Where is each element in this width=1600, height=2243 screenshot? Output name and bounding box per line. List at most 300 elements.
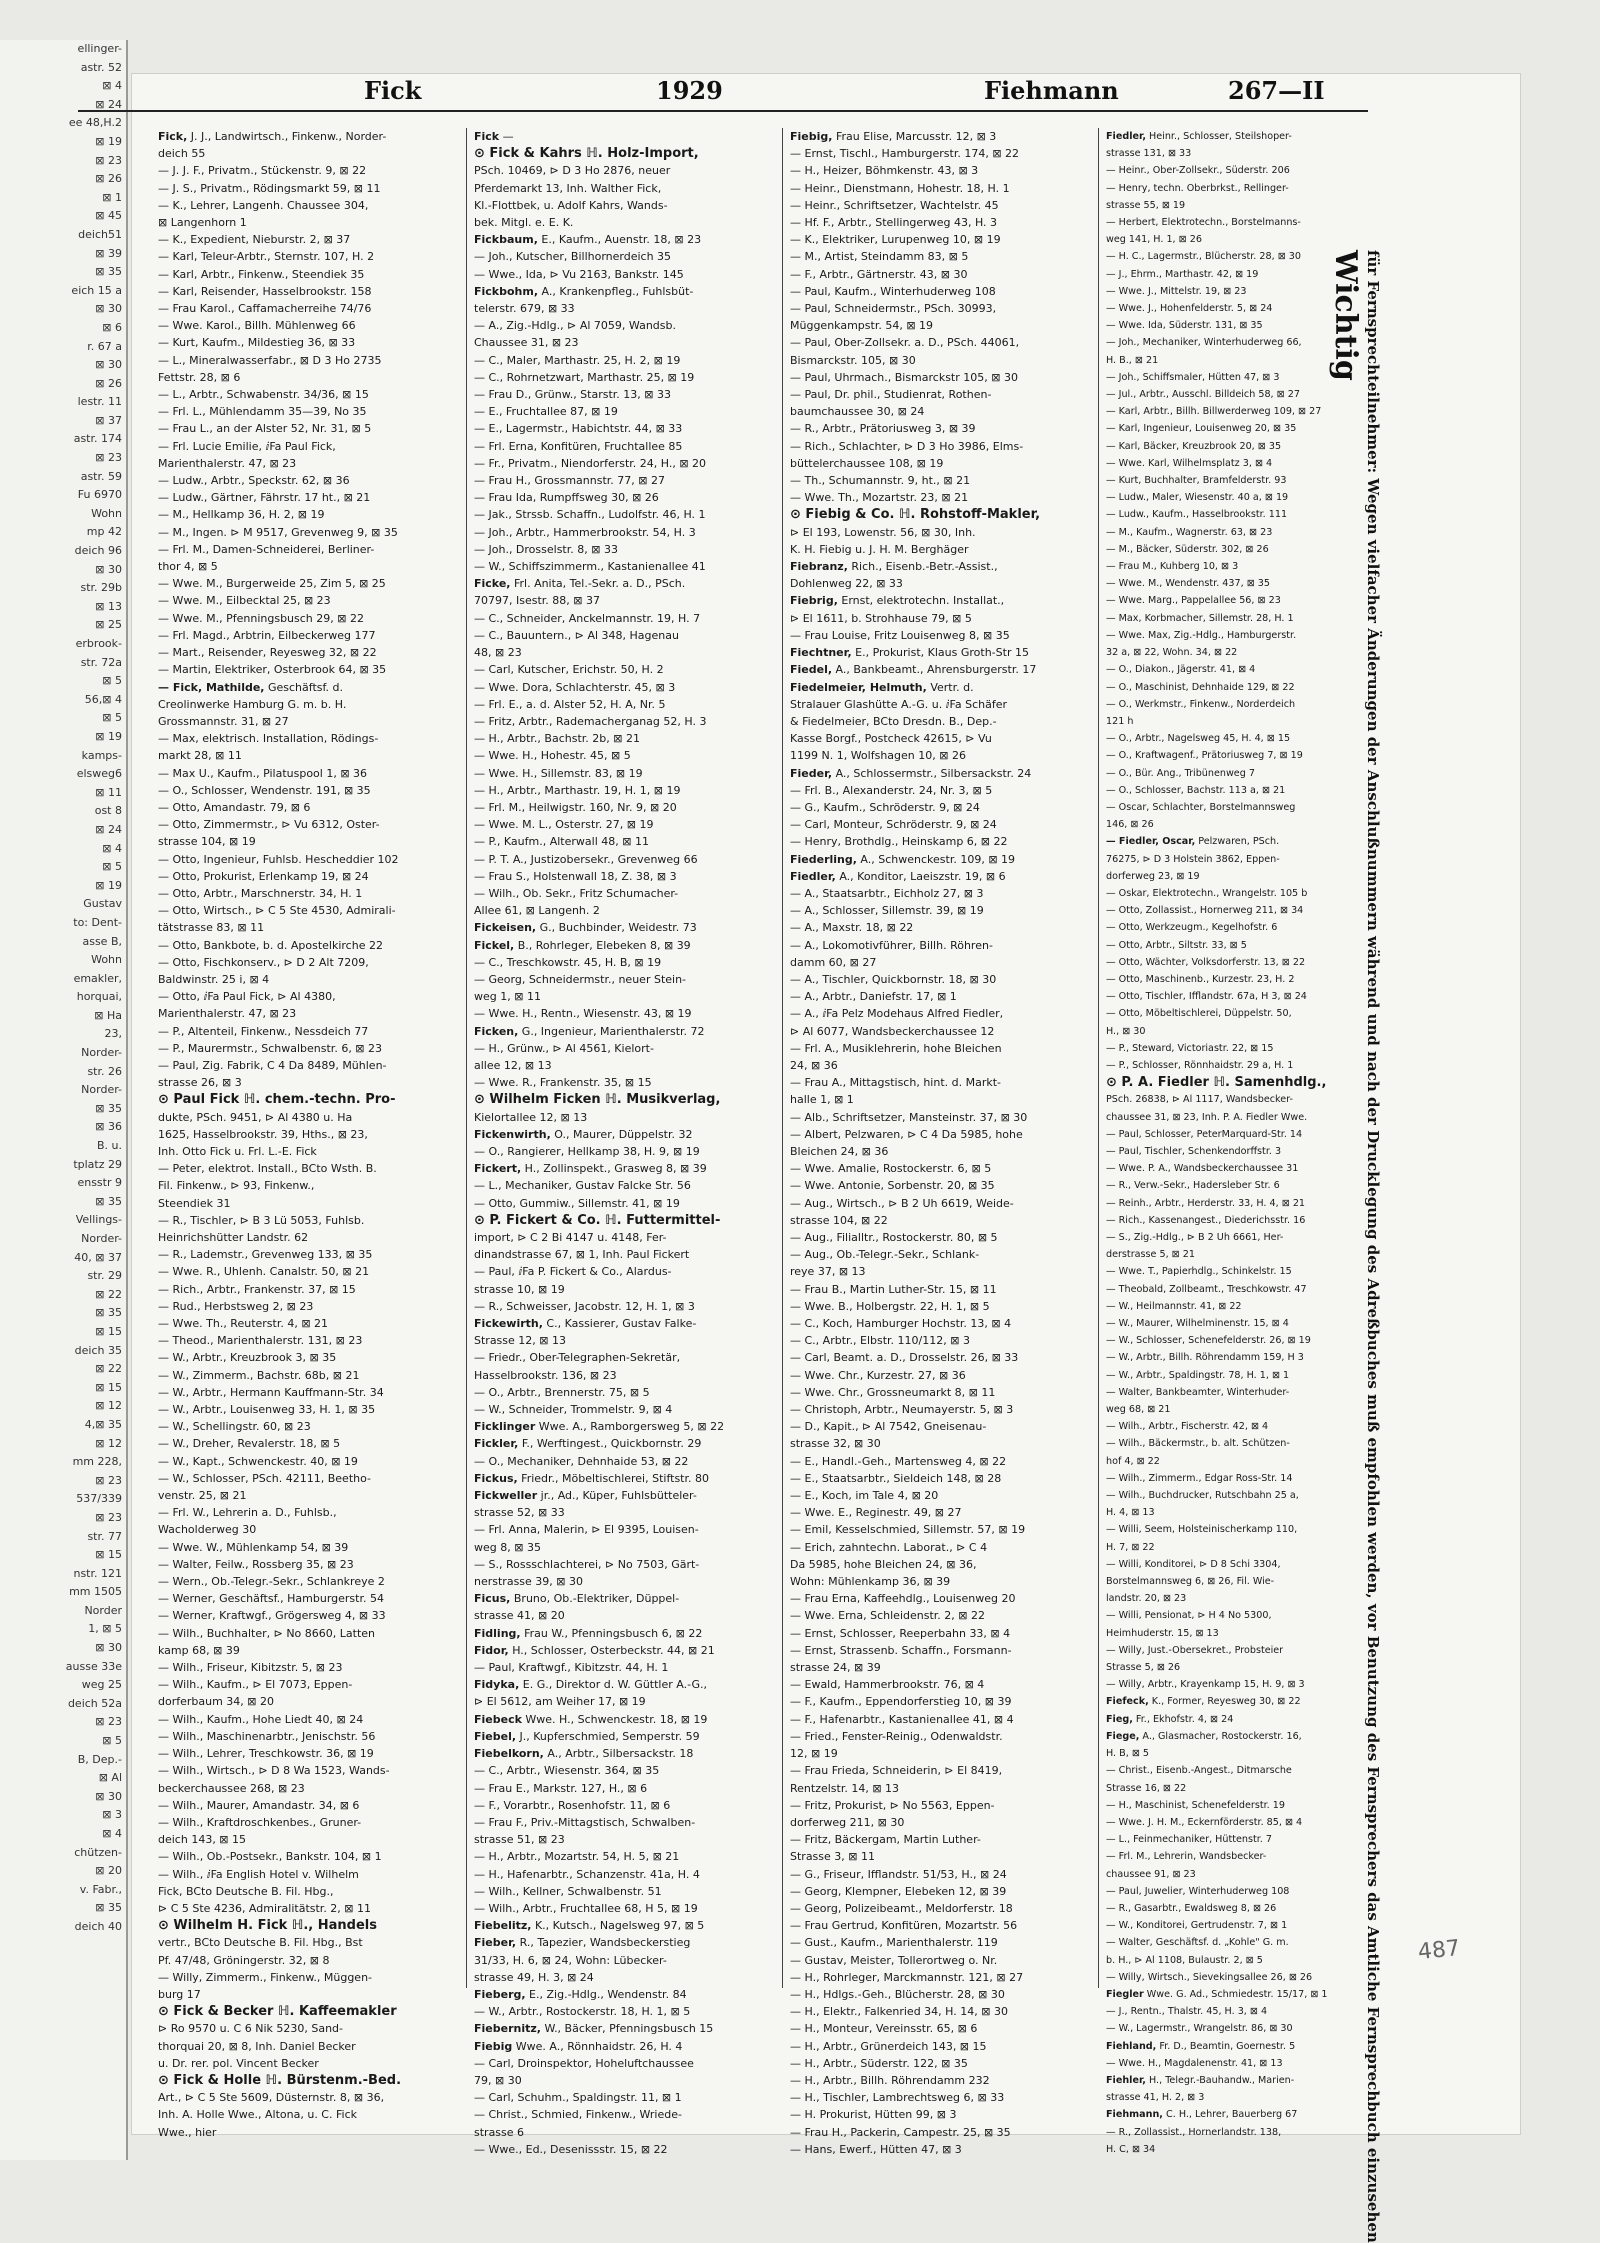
- entry-text: — Joh., Arbtr., Hammerbrookstr. 54, H. 3: [474, 525, 696, 539]
- entry-text: —: [499, 130, 514, 143]
- directory-entry: [158, 162, 460, 179]
- directory-entry: [158, 1263, 460, 1280]
- entry-text: — A., ⅈFa Pelz Modehaus Alfred Fiedler,: [790, 1007, 1004, 1021]
- entry-text: — P., Steward, Victoriastr. 22, ⊠ 15: [1106, 1042, 1274, 1054]
- directory-entry: [1106, 696, 1324, 713]
- entry-surname: — Fick, Mathilde,: [158, 680, 265, 694]
- directory-entry: [1106, 954, 1324, 971]
- entry-text: — K., Lehrer, Langenh. Chaussee 304,: [158, 198, 369, 212]
- entry-text: ⊳ C 5 Ste 4236, Admiralitätstr. 2, ⊠ 11: [158, 1901, 372, 1915]
- directory-entry: [158, 558, 460, 575]
- entry-text: — W., Arbtr., Louisenweg 33, H. 1, ⊠ 35: [158, 1403, 376, 1417]
- entry-text: PSch. 10469, ⊳ D 3 Ho 2876, neuer: [474, 164, 671, 178]
- entry-text: — Walter, Bankbeamter, Winterhuder-: [1106, 1386, 1290, 1398]
- directory-entry: [1106, 851, 1324, 868]
- entry-text: B., Rohrleger, Elebeken 8, ⊠ 39: [514, 938, 691, 952]
- directory-entry: [1106, 2072, 1324, 2089]
- directory-entry: [1106, 1986, 1328, 2003]
- directory-entry: [1106, 2038, 1324, 2055]
- directory-entry: [158, 1109, 460, 1126]
- entry-text: — Max, Korbmacher, Sillemstr. 28, H. 1: [1106, 612, 1294, 624]
- directory-entry: [790, 1659, 1092, 1676]
- entry-text: — Henry, Brothdlg., Heinskamp 6, ⊠ 22: [790, 835, 1008, 849]
- entry-text: Frau Elise, Marcusstr. 12, ⊠ 3: [832, 130, 997, 143]
- directory-entry: [158, 2089, 460, 2106]
- directory-entry: [474, 1074, 776, 1091]
- strip-line: to: Dent-: [73, 915, 122, 929]
- directory-entry: [790, 833, 1092, 850]
- entry-text: — E., Fruchtallee 87, ⊠ 19: [474, 405, 618, 419]
- entry-text: ⊙ Wilhelm H. Fick ℍ., Handels: [158, 1918, 377, 1934]
- directory-entry: [158, 1728, 460, 1745]
- entry-text: — Wilh., Bäckermstr., b. alt. Schützen-: [1106, 1438, 1290, 1450]
- directory-entry: [158, 145, 460, 162]
- entry-surname: Ficus,: [474, 1592, 511, 1606]
- entry-text: — Hans, Ewerf., Hütten 47, ⊠ 3: [790, 2142, 962, 2156]
- entry-text: — Willy, Zimmerm., Finkenw., Müggen-: [158, 1970, 373, 1984]
- entry-text: Rich., Eisenb.-Betr.-Assist.,: [847, 560, 998, 574]
- directory-entry: [790, 954, 1092, 971]
- entry-text: — Wwe. Karl, Wilhelmsplatz 3, ⊠ 4: [1106, 457, 1273, 469]
- entry-surname: Fick,: [158, 130, 188, 143]
- directory-entry: [1106, 1625, 1324, 1642]
- strip-line: Wohn: [91, 506, 122, 520]
- directory-entry: [158, 592, 460, 609]
- entry-text: Strasse 5, ⊠ 26: [1106, 1662, 1181, 1674]
- directory-entry: [474, 2106, 776, 2123]
- strip-line: 56,⊠ 4: [84, 692, 122, 706]
- entry-text: — Frau Ida, Rumpffsweg 30, ⊠ 26: [474, 491, 659, 505]
- directory-entry: [1106, 1900, 1324, 1917]
- entry-text: — Wilh., Wirtsch., ⊳ D 8 Wa 1523, Wands-: [158, 1764, 390, 1778]
- directory-entry: [474, 1728, 776, 1745]
- entry-text: vertr., BCto Deutsche B. Fil. Hbg., Bst: [158, 1936, 363, 1950]
- directory-entry: [474, 1246, 776, 1263]
- directory-entry: [158, 1212, 460, 1229]
- directory-entry: [474, 2124, 776, 2141]
- entry-text: — Willy, Arbtr., Krayenkamp 15, H. 9, ⊠ 3: [1106, 1679, 1305, 1691]
- strip-line: weg 25: [81, 1678, 122, 1692]
- entry-text: — Aug., Ob.-Telegr.-Sekr., Schlank-: [790, 1248, 980, 1262]
- entry-text: — M., Hellkamp 36, H. 2, ⊠ 19: [158, 508, 325, 522]
- directory-entry: [474, 1453, 776, 1470]
- strip-line: ⊠ 15: [95, 1324, 122, 1338]
- entry-text: — D., Kapit., ⊳ Al 7542, Gneisenau-: [790, 1420, 987, 1434]
- entry-text: Pferdemarkt 13, Inh. Walther Fick,: [474, 181, 662, 195]
- entry-text: venstr. 25, ⊠ 21: [158, 1489, 247, 1503]
- entry-text: Marienthalerstr. 47, ⊠ 23: [158, 1007, 297, 1021]
- entry-text: — F., Vorarbtr., Rosenhofstr. 11, ⊠ 6: [474, 1798, 671, 1812]
- directory-entry: [1106, 592, 1324, 609]
- strip-line: 537/339: [76, 1492, 122, 1506]
- directory-entry: [474, 558, 776, 575]
- entry-text: 70797, Isestr. 88, ⊠ 37: [474, 594, 600, 608]
- entry-text: — Kurt, Kaufm., Mildestieg 36, ⊠ 33: [158, 336, 356, 350]
- directory-entry: [1106, 1401, 1324, 1418]
- strip-line: str. 29b: [80, 581, 122, 595]
- entry-text: Wwe. A., Ramborgersweg 5, ⊠ 22: [535, 1420, 725, 1434]
- directory-entry: [790, 1126, 1092, 1143]
- directory-entry: [1106, 197, 1324, 214]
- entry-text: — Wwe. M., Burgerweide 25, Zim 5, ⊠ 25: [158, 577, 386, 591]
- directory-entry: [1106, 902, 1324, 919]
- directory-entry: [474, 610, 776, 627]
- directory-entry: [790, 2124, 1092, 2141]
- directory-entry: [474, 937, 776, 954]
- entry-surname: Fickbaum,: [474, 233, 538, 247]
- entry-text: O., Maurer, Düppelstr. 32: [550, 1127, 693, 1141]
- entry-text: — Paul, Kraftwgf., Kibitzstr. 44, H. 1: [474, 1661, 669, 1675]
- entry-surname: Fiedel,: [790, 663, 833, 677]
- entry-text: — Frau A., Mittagstisch, hint. d. Markt-: [790, 1076, 1002, 1090]
- directory-entry: [1106, 300, 1324, 317]
- strip-line: ⊠ Ha: [94, 1008, 122, 1022]
- entry-text: — A., Lokomotivführer, Billh. Röhren-: [790, 938, 993, 952]
- entry-text: Heinrichshütter Landstr. 62: [158, 1231, 309, 1244]
- entry-surname: Fiedler,: [790, 869, 836, 883]
- directory-entry: [790, 1212, 1092, 1229]
- directory-entry: [1106, 1676, 1324, 1693]
- entry-text: — W., Schiffszimmerm., Kastanienallee 41: [474, 560, 706, 574]
- strip-line: ⊠ 24: [95, 822, 122, 836]
- directory-entry: [1106, 1332, 1324, 1349]
- entry-text: ⊳ Al 6077, Wandsbeckerchaussee 12: [790, 1024, 995, 1038]
- directory-entry: [1106, 2106, 1324, 2123]
- entry-text: — Theobald, Zollbeamt., Treschkowstr. 47: [1106, 1283, 1307, 1295]
- directory-entry: [790, 1005, 1092, 1022]
- entry-text: Strasse 3, ⊠ 11: [790, 1850, 875, 1864]
- entry-text: — Carl, Schuhm., Spaldingstr. 11, ⊠ 1: [474, 2091, 682, 2105]
- entry-text: — Wilh., ⅈFa English Hotel v. Wilhelm: [158, 1867, 359, 1881]
- entry-text: ⊙ Fiebig & Co. ℍ. Rohstoff-Makler,: [790, 507, 1041, 523]
- entry-surname: Fidor,: [474, 1643, 509, 1657]
- directory-entry: [790, 1177, 1092, 1194]
- entry-surname: Fieder,: [790, 766, 833, 780]
- entry-text: Wwe. A., Rönnhaidstr. 26, H. 4: [512, 2039, 683, 2053]
- directory-entry: [158, 782, 460, 799]
- entry-text: Wwe. G. Ad., Schmiedestr. 15/17, ⊠ 1: [1143, 1988, 1328, 2000]
- directory-entry: [790, 1143, 1092, 1160]
- entry-text: — Wwe. H., Hohestr. 45, ⊠ 5: [474, 749, 631, 763]
- directory-entry: [790, 971, 1092, 988]
- entry-text: — E., Handl.-Geh., Martensweg 4, ⊠ 22: [790, 1454, 1007, 1468]
- directory-entry: [790, 1831, 1092, 1848]
- entry-text: H., Telegr.-Bauhandw., Marien-: [1145, 2074, 1295, 2086]
- entry-text: dinandstrasse 67, ⊠ 1, Inh. Paul Fickert: [474, 1248, 690, 1262]
- directory-entry: [790, 1229, 1092, 1246]
- entry-text: — A., Maxstr. 18, ⊠ 22: [790, 921, 914, 935]
- strip-line: astr. 174: [73, 432, 122, 446]
- entry-text: PSch. 26838, ⊳ Al 1117, Wandsbecker-: [1106, 1094, 1293, 1106]
- entry-text: strasse 104, ⊠ 19: [158, 835, 256, 849]
- strip-line: nstr. 121: [73, 1566, 122, 1580]
- entry-text: — W., Maurer, Wilhelminenstr. 15, ⊠ 4: [1106, 1318, 1289, 1330]
- entry-surname: Fiebelkorn,: [474, 1747, 544, 1761]
- directory-entry: [474, 1762, 776, 1779]
- entry-text: — Otto, Zollassist., Hornerweg 211, ⊠ 34: [1106, 905, 1304, 917]
- directory-entry: [158, 661, 460, 678]
- directory-entry: [1106, 644, 1324, 661]
- entry-text: — Paul, Ober-Zollsekr. a. D., PSch. 44061,: [790, 336, 1020, 350]
- directory-entry: [1106, 369, 1324, 386]
- entry-text: — J., Ehrm., Marthastr. 42, ⊠ 19: [1106, 268, 1259, 280]
- directory-entry: [474, 747, 776, 764]
- entry-text: — M., Bäcker, Süderstr. 302, ⊠ 26: [1106, 543, 1269, 555]
- entry-text: — Wwe. H., Magdalenenstr. 41, ⊠ 13: [1106, 2057, 1283, 2069]
- entry-text: — W., Kapt., Schwenckestr. 40, ⊠ 19: [158, 1454, 358, 1468]
- directory-entry: [790, 919, 1092, 936]
- entry-text: Dohlenweg 22, ⊠ 33: [790, 577, 903, 591]
- directory-entry: [1106, 988, 1324, 1005]
- entry-text: Wwe. H., Schwenckestr. 18, ⊠ 19: [521, 1712, 708, 1726]
- entry-text: — O., Maschinist, Dehnhaide 129, ⊠ 22: [1106, 681, 1295, 693]
- directory-entry: [790, 180, 1092, 197]
- strip-line: ⊠ 26: [95, 376, 122, 390]
- directory-entry: [474, 1900, 776, 1917]
- entry-text: — H., Arbtr., Billh. Röhrendamm 232: [790, 2073, 990, 2087]
- entry-text: Baldwinstr. 25 i, ⊠ 4: [158, 972, 270, 986]
- entry-text: reye 37, ⊠ 13: [790, 1265, 866, 1279]
- directory-entry: [474, 816, 776, 833]
- directory-entry: [790, 1728, 1092, 1745]
- directory-entry: [474, 1281, 776, 1298]
- entry-text: — Wwe. B., Holbergstr. 22, H. 1, ⊠ 5: [790, 1299, 990, 1313]
- entry-text: hof 4, ⊠ 22: [1106, 1455, 1160, 1467]
- entry-surname: Fiebelitz,: [474, 1919, 532, 1933]
- entry-text: — Frl. Erna, Konfitüren, Fruchtallee 85: [474, 439, 683, 453]
- entry-text: nerstrasse 39, ⊠ 30: [474, 1575, 583, 1589]
- entry-text: — Otto, Möbeltischlerei, Düppelstr. 50,: [1106, 1008, 1292, 1020]
- entry-text: — Frau Erna, Kaffeehdlg., Louisenweg 20: [790, 1592, 1016, 1606]
- directory-entry: [474, 266, 776, 283]
- directory-entry: [1106, 180, 1324, 197]
- entry-text: — Joh., Mechaniker, Winterhuderweg 66,: [1106, 337, 1302, 349]
- directory-entry: [158, 506, 460, 523]
- directory-entry: [1106, 1384, 1324, 1401]
- entry-text: H. B., ⊠ 21: [1106, 354, 1159, 366]
- directory-entry: [790, 197, 1092, 214]
- strip-line: deich51: [78, 227, 122, 241]
- directory-entry: [790, 2038, 1092, 2055]
- strip-line: r. 67 a: [87, 339, 122, 353]
- entry-text: 121 h: [1106, 715, 1134, 727]
- entry-text: — Wwe. Th., Reuterstr. 4, ⊠ 21: [158, 1317, 329, 1331]
- strip-line: str. 77: [87, 1529, 122, 1543]
- strip-line: str. 26: [87, 1064, 122, 1078]
- directory-entry: [474, 1539, 776, 1556]
- strip-line: str. 29: [87, 1269, 122, 1283]
- entry-surname: Fieg,: [1106, 1713, 1133, 1725]
- entry-text: — Frl. A., Musiklehrerin, hohe Bleichen: [790, 1041, 1002, 1055]
- directory-entry: [474, 403, 776, 420]
- directory-entry: [1106, 1711, 1324, 1728]
- directory-entry: [474, 231, 776, 248]
- entry-text: ⊙ P. A. Fiedler ℍ. Samenhdlg.,: [1106, 1075, 1327, 1091]
- directory-entry: [1106, 472, 1324, 489]
- entry-text: Fr. D., Beamtin, Goernestr. 5: [1156, 2040, 1296, 2052]
- directory-entry: [1106, 1917, 1324, 1934]
- directory-entry: [474, 283, 776, 300]
- entry-text: strasse 26, ⊠ 3: [158, 1076, 242, 1090]
- directory-entry: [158, 438, 460, 455]
- directory-entry: [790, 1091, 1092, 1108]
- entry-text: dorferweg 23, ⊠ 19: [1106, 870, 1200, 882]
- entry-surname: Fiefeck,: [1106, 1696, 1149, 1708]
- entry-text: — Herbert, Elektrotechn., Borstelmanns-: [1106, 217, 1301, 229]
- entry-text: — Rich., Schlachter, ⊳ D 3 Ho 3986, Elms-: [790, 439, 1024, 453]
- entry-text: — C., Bauuntern., ⊳ Al 348, Hagenau: [474, 628, 679, 642]
- entry-text: — Wern., Ob.-Telegr.-Sekr., Schlankreye 2: [158, 1575, 385, 1589]
- entry-text: — Wwe. Marg., Pappelallee 56, ⊠ 23: [1106, 595, 1281, 607]
- directory-entry: [1106, 799, 1324, 816]
- directory-entry: [790, 145, 1092, 162]
- entry-text: — F., Hafenarbtr., Kastanienallee 41, ⊠ 4: [790, 1712, 1014, 1726]
- entry-text: — O., Bür. Ang., Tribünenweg 7: [1106, 767, 1255, 779]
- strip-line: Vellings-: [75, 1213, 122, 1227]
- entry-text: — A., Schlosser, Sillemstr. 39, ⊠ 19: [790, 904, 984, 918]
- directory-entry: [158, 833, 460, 850]
- entry-text: — Peter, elektrot. Install., BCto Wsth. B.: [158, 1162, 377, 1176]
- entry-text: — H., Tischler, Lambrechtsweg 6, ⊠ 33: [790, 2091, 1005, 2105]
- entry-text: — Ludw., Arbtr., Speckstr. 62, ⊠ 36: [158, 474, 350, 488]
- entry-text: A., Krankenpfleg., Fuhlsbüt-: [538, 284, 694, 298]
- entry-text: — R., Tischler, ⊳ B 3 Lü 5053, Fuhlsb.: [158, 1213, 365, 1227]
- strip-line: ⊠ 45: [95, 209, 122, 223]
- entry-text: — Ernst, Strassenb. Schaffn., Forsmann-: [790, 1643, 1012, 1657]
- directory-entry: [158, 1831, 460, 1848]
- entry-text: u. Dr. rer. pol. Vincent Becker: [158, 2056, 319, 2070]
- directory-entry: [1106, 1487, 1324, 1504]
- directory-entry: [474, 1814, 776, 1831]
- entry-text: E., Zig.-Hdlg., Wendenstr. 84: [525, 1987, 687, 2001]
- directory-entry: [158, 1074, 460, 1091]
- directory-entry: [158, 1023, 460, 1040]
- entry-text: F., Werftingest., Quickbornstr. 29: [518, 1437, 702, 1451]
- strip-line: deich 40: [74, 1919, 122, 1933]
- directory-entry: [474, 1315, 776, 1332]
- entry-text: weg 8, ⊠ 35: [474, 1540, 541, 1554]
- notice-sidebar: [1328, 250, 1394, 2243]
- entry-text: — Frl. M., Damen-Schneiderei, Berliner-: [158, 542, 375, 556]
- strip-line: ⊠ 30: [95, 1789, 122, 1803]
- directory-entry: [474, 1005, 776, 1022]
- entry-text: derstrasse 5, ⊠ 21: [1106, 1249, 1195, 1261]
- entry-text: — Ernst, Tischl., Hamburgerstr. 174, ⊠ 22: [790, 147, 1020, 161]
- directory-entry: [474, 765, 776, 782]
- strip-line: chützen-: [74, 1845, 122, 1859]
- entry-text: — Frl. M., Lehrerin, Wandsbecker-: [1106, 1851, 1267, 1863]
- entry-text: — Frau H., Grossmannstr. 77, ⊠ 27: [474, 474, 665, 488]
- directory-entry: [790, 317, 1092, 334]
- strip-line: ⊠ 37: [95, 413, 122, 427]
- directory-entry: [790, 1900, 1092, 1917]
- entry-text: 24, ⊠ 36: [790, 1058, 838, 1072]
- directory-entry: [474, 541, 776, 558]
- entry-surname: Ficke,: [474, 577, 511, 591]
- entry-text: 1625, Hasselbrookstr. 39, Hths., ⊠ 23,: [158, 1127, 368, 1141]
- directory-entry: [1106, 1745, 1324, 1762]
- directory-entry: [158, 1934, 460, 1951]
- strip-line: ⊠ 12: [95, 1399, 122, 1413]
- directory-entry: [790, 1349, 1092, 1366]
- directory-entry: [158, 1126, 460, 1143]
- directory-entry: [158, 851, 460, 868]
- entry-text: Vertr. d.: [926, 680, 974, 694]
- directory-entry: [790, 1040, 1092, 1057]
- entry-text: C. H., Lehrer, Bauerberg 67: [1162, 2109, 1298, 2121]
- entry-text: — W., Schlosser, PSch. 42111, Beetho-: [158, 1471, 372, 1485]
- entry-text: — K., Expedient, Nieburstr. 2, ⊠ 37: [158, 233, 351, 247]
- directory-entry: [158, 1848, 460, 1865]
- entry-text: — Paul, Kaufm., Winterhuderweg 108: [790, 284, 996, 298]
- entry-text: — P., Schlosser, Rönnhaidstr. 29 a, H. 1: [1106, 1059, 1294, 1071]
- directory-entry: [158, 1470, 460, 1487]
- entry-text: Kl.-Flottbek, u. Adolf Kahrs, Wands-: [474, 198, 668, 212]
- entry-text: — Otto, Prokurist, Erlenkamp 19, ⊠ 24: [158, 869, 369, 883]
- entry-text: — Paul, ⅈFa P. Fickert & Co., Alardus-: [474, 1265, 672, 1279]
- directory-entry: [158, 1332, 460, 1349]
- entry-text: — Wilh., Arbtr., Fischerstr. 42, ⊠ 4: [1106, 1421, 1269, 1433]
- directory-entry: [158, 1693, 460, 1710]
- directory-entry: [790, 248, 1092, 265]
- entry-text: — A., Tischler, Quickbornstr. 18, ⊠ 30: [790, 972, 997, 986]
- directory-entry: [1106, 1780, 1324, 1797]
- strip-line: Norder-: [81, 1232, 122, 1245]
- entry-text: — Otto, Gummiw., Sillemstr. 41, ⊠ 19: [474, 1196, 680, 1210]
- entry-text: Steendiek 31: [158, 1196, 231, 1210]
- entry-text: Art., ⊳ C 5 Ste 5609, Düsternstr. 8, ⊠ 36,: [158, 2091, 385, 2105]
- directory-entry: [790, 1986, 1092, 2003]
- entry-text: — W., Arbtr., Rostockerstr. 18, H. 1, ⊠ 5: [474, 2005, 691, 2019]
- entry-text: W., Bäcker, Pfenningsbusch 15: [540, 2022, 714, 2036]
- entry-text: — M., Ingen. ⊳ M 9517, Grevenweg 9, ⊠ 35: [158, 525, 398, 539]
- entry-text: — Karl, Arbtr., Billh. Billwerderweg 109, ⊠ 27: [1106, 406, 1322, 418]
- directory-entry: [790, 455, 1092, 472]
- entry-text: — Otto, Maschinenb., Kurzestr. 23, H. 2: [1106, 973, 1295, 985]
- directory-entry: [158, 1969, 460, 1986]
- strip-line: ⊠ 4: [102, 79, 122, 93]
- entry-text: — J., Rentn., Thalstr. 45, H. 3, ⊠ 4: [1106, 2006, 1268, 2018]
- entry-text: — Frl. W., Lehrerin a. D., Fuhlsb.,: [158, 1506, 337, 1520]
- directory-entry: [1106, 1040, 1324, 1057]
- directory-entry: [790, 1693, 1092, 1710]
- directory-entry: [1106, 1315, 1324, 1332]
- directory-entry: [158, 2055, 460, 2072]
- directory-entry: [790, 283, 1092, 300]
- entry-text: K. H. Fiebig u. J. H. M. Berghäger: [790, 542, 969, 556]
- entry-text: — Frau M., Kuhberg 10, ⊠ 3: [1106, 561, 1239, 573]
- entry-text: ⊙ Fick & Kahrs ℍ. Holz-Import,: [474, 146, 699, 162]
- entry-text: — R., Gasarbtr., Ewaldsweg 8, ⊠ 26: [1106, 1902, 1277, 1914]
- entry-text: — S., Rossschlachterei, ⊳ No 7503, Gärt-: [474, 1557, 700, 1571]
- directory-entry: [790, 2106, 1092, 2123]
- entry-text: C., Kassierer, Gustav Falke-: [542, 1317, 697, 1331]
- entry-text: allee 12, ⊠ 13: [474, 1058, 552, 1072]
- directory-entry: [1106, 1435, 1324, 1452]
- directory-entry: [474, 438, 776, 455]
- entry-text: A., Schlossermstr., Silbersackstr. 24: [832, 766, 1032, 780]
- directory-entry: [1106, 1057, 1324, 1074]
- directory-entry: [1106, 1349, 1324, 1366]
- directory-entry: [474, 1298, 776, 1315]
- page-header: [78, 76, 1368, 112]
- entry-text: Strasse 12, ⊠ 13: [474, 1334, 566, 1348]
- entry-surname: Fiederling,: [790, 852, 857, 866]
- strip-line: ⊠ 35: [95, 265, 122, 279]
- directory-entry: [790, 592, 1092, 609]
- strip-line: ausse 33e: [65, 1659, 122, 1673]
- entry-text: — Aug., Filialltr., Rostockerstr. 80, ⊠ 5: [790, 1231, 998, 1244]
